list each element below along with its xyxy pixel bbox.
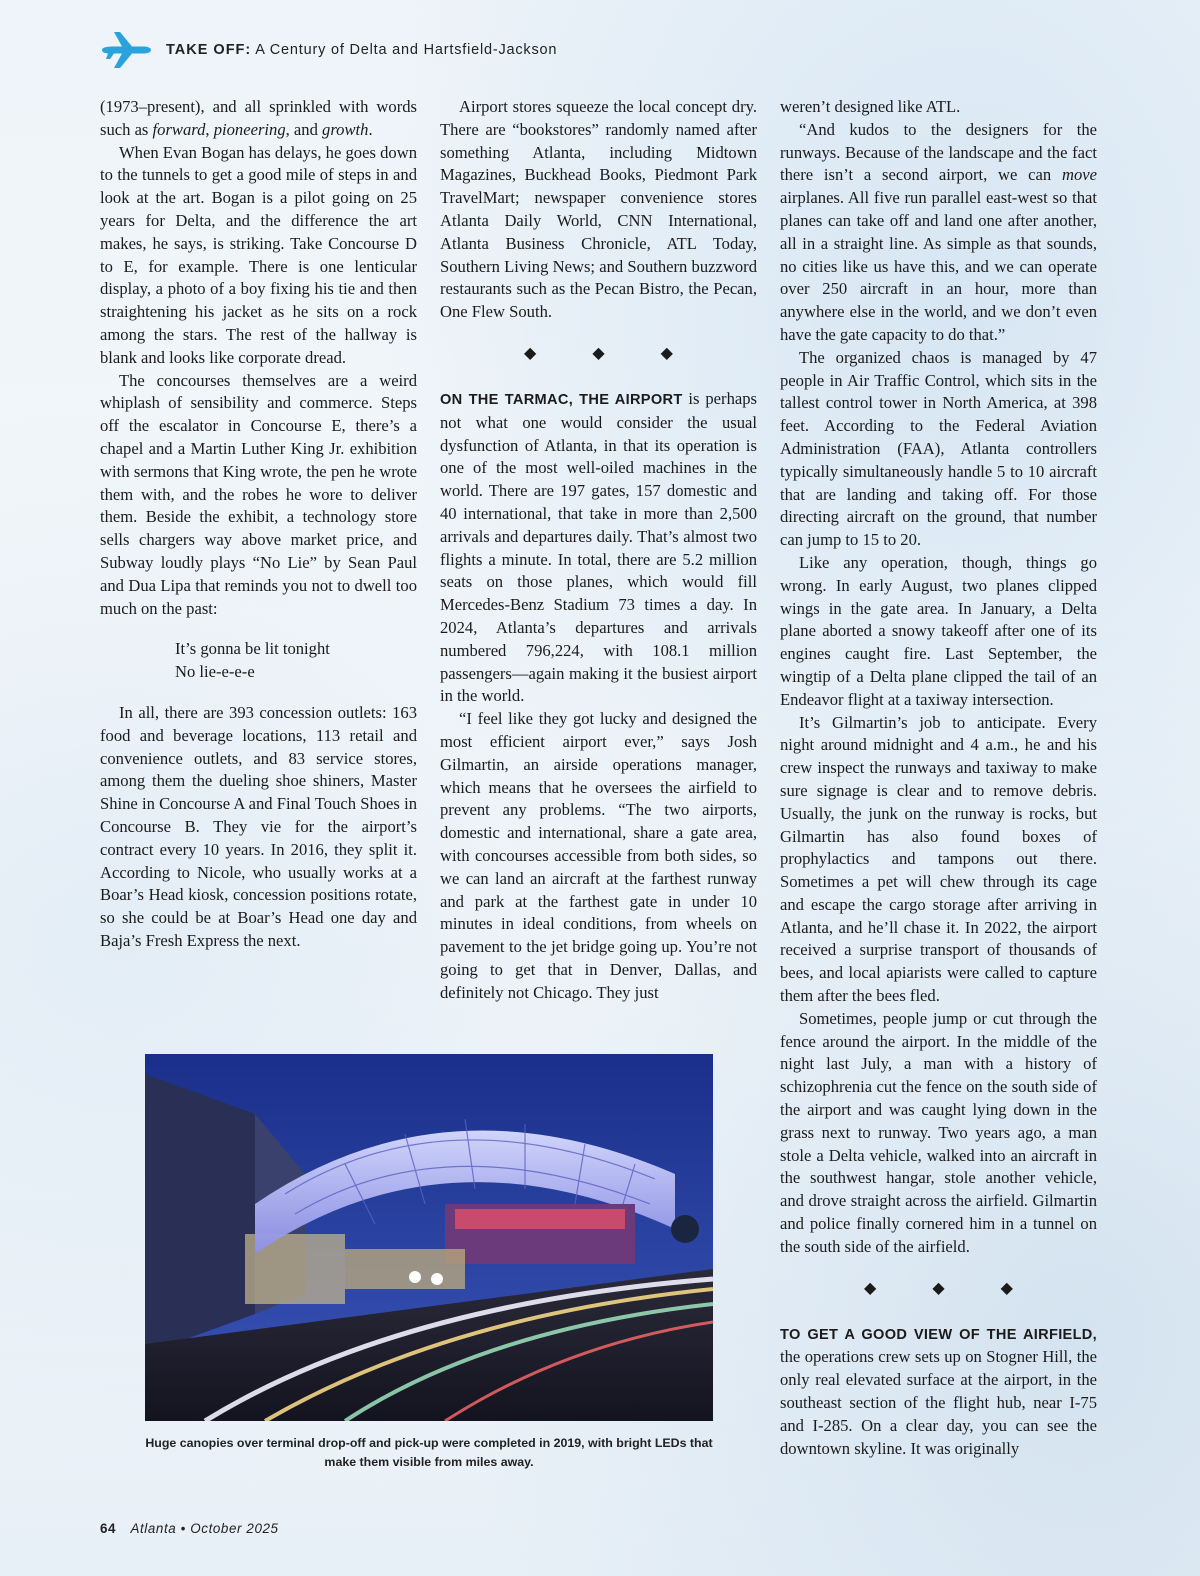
page-footer: [100, 1521, 279, 1536]
col2-paragraph-2: [440, 388, 757, 708]
canopy-illustration: [145, 1054, 713, 1421]
airplane-icon: [100, 30, 152, 70]
publication-line: Atlanta • October 2025: [130, 1521, 279, 1536]
lyrics-quote: [175, 638, 417, 684]
header-kicker: TAKE OFF:: [166, 42, 252, 58]
section-lead-in: TO GET A GOOD VIEW OF THE AIRFIELD,: [780, 1326, 1097, 1343]
section-divider: ◆ ◆ ◆: [864, 1279, 1039, 1297]
col3-paragraph-1: weren’t designed like ATL.: [780, 97, 961, 116]
col3-paragraph-6: Sometimes, people jump or cut through the fence around the airport. In the middle of the night last July, a man with a history of schizophrenia cut the fence on the south side of the airport and was caught lying down in the grass next to runway. Two years ago, a man stole a Delta vehicle, walked into an aircraft in the southwest hangar, stole another vehicle, and drove straight across the airfield. Gilmartin and police finally cornered him in a tunnel on the south side of the airfield.: [780, 1008, 1097, 1256]
header-title: A Century of Delta and Hartsfield-Jackson: [255, 42, 558, 58]
column-2: [440, 96, 757, 1004]
running-header: [100, 30, 557, 70]
emphasis: pioneering: [213, 119, 286, 139]
col1-paragraph-3: The concourses themselves are a weird whiplash of sensibility and commerce. Steps off the escalator in Concourse E, there’s a chapel and a Martin Luther King Jr. exhibition with sermons that King wrote, the pen he wrote them with, and the robes he wore to deliver them. Beside the exhibit, a technology store sells chargers way above market price, and Subway loudly plays “No Lie” by Sean Paul and Dua Lipa that reminds you not to dwell too much on the past:: [100, 370, 417, 618]
col2-paragraph-3: “I feel like they got lucky and designed the most efficient airport ever,” says Josh Gilmartin, an airside operations manager, which means that he oversees the airfield to prevent any problems. “The two airports, domestic and international, share a gate area, with concourses accessible from both sides, so we can land an aircraft at the farthest runway and park at the farthest gate in under 10 minutes in ideal conditions, from wheels on pavement to the jet bridge going up. You’re not going to get that in Denver, Dallas, and definitely not Chicago. They just: [440, 709, 757, 1002]
emphasis: forward: [152, 119, 206, 139]
col1-paragraph-1: [100, 96, 417, 142]
header-text: [166, 42, 557, 58]
text-run: airplanes. All five run parallel east-west so that planes can take off and land one after another, all in a straight line. As simple as that sounds, no cities like us have this, and we can operate over 250 aircraft in an hour, more than anywhere else in the world, and we don’t even have the gate capacity to do that.”: [780, 188, 1097, 344]
text-run: “And kudos to the designers for the runways. Because of the landscape and the fact there isn’t a second airport, we can: [780, 119, 1097, 185]
terminal-canopy-photo: [145, 1054, 713, 1421]
text-run: (1973–present), and all sprinkled with words such as: [100, 97, 417, 139]
section-divider: ◆ ◆ ◆: [524, 344, 699, 362]
col3-paragraph-4: Like any operation, though, things go wrong. In early August, two planes clipped wings in the gate area. In January, a Delta plane aborted a snowy takeoff after one of its engines caught fire. Last September, the wingtip of a Delta plane clipped the tail of an Endeavor flight at a taxiway intersection.: [780, 552, 1097, 709]
lyric-line-1: It’s gonna be lit tonight: [175, 639, 330, 659]
col1-paragraph-4: In all, there are 393 concession outlets: 163 food and beverage locations, 113 retail and convenience outlets, and 83 service stores, among them the dueling shoe shiners, Master Shine in Concourse A and Final Touch Shoes in Concourse B. They vie for the airport’s contract every 10 years. In 2016, they split it. According to Nicole, who usually works at a Boar’s Head kiosk, concession positions rotate, so she could be at Boar’s Head one day and Baja’s Fresh Express the next.: [100, 702, 417, 950]
col3-paragraph-2: [780, 119, 1097, 347]
lyric-line-2: No lie-e-e-e: [175, 662, 255, 682]
text-run: .: [368, 119, 373, 139]
column-3: [780, 96, 1097, 1460]
photo-caption: Huge canopies over terminal drop-off and pick-up were completed in 2019, with bright LEDs that make them visible from miles away.: [145, 1436, 713, 1469]
col1-paragraph-2: When Evan Bogan has delays, he goes down to the tunnels to get a good mile of steps in and look at the art. Bogan is a pilot going on 25 years for Delta, and the difference the art makes, he says, is striking. Take Concourse D to E, for example. There is one lenticular display, a photo of a boy fixing his tie and then straightening his jacket as he sits on a rock among the stars. The rest of the hallway is blank and looks like corporate dread.: [100, 142, 417, 367]
col2-paragraph-1: Airport stores squeeze the local concept dry. There are “bookstores” randomly named after something Atlanta, including Midtown Magazines, Buckhead Books, Piedmont Park TravelMart; newspaper convenience stores Atlanta Daily World, CNN International, Atlanta Business Chronicle, ATL Today, Southern Living News; and Southern buzzword restaurants such as the Pecan Bistro, the Pecan, One Flew South.: [440, 97, 757, 322]
section-lead-in: ON THE TARMAC, THE AIRPORT: [440, 391, 683, 408]
column-1: [100, 96, 417, 953]
text-run: the operations crew sets up on Stogner Hill, the only real elevated surface at the airport, in the southeast section of the flight hub, near I-75 and I-285. On a clear day, you can see the downtown skyline. It was originally: [780, 1347, 1097, 1458]
text-run: is perhaps not what one would consider the usual dysfunction of Atlanta, in that its operation is one of the most well-oiled machines in the world. There are 197 gates, 157 domestic and 40 international, that take in more than 2,500 arrivals and departures daily. That’s almost two flights a minute. In total, there are 5.2 million seats on those planes, which would fill Mercedes-Benz Stadium 73 times a day. In 2024, Atlanta’s departures and arrivals numbered 796,224, with 108.1 million passengers—again making it the busiest airport in the world.: [440, 388, 757, 706]
emphasis: growth: [322, 119, 369, 139]
page-number: 64: [100, 1521, 117, 1536]
col3-paragraph-3: The organized chaos is managed by 47 people in Air Traffic Control, which sits in the tallest control tower in North America, at 398 feet. According to the Federal Aviation Administration (FAA), Atlanta controllers typically simultaneously handle 5 to 10 aircraft that are landing and taking off. For those directing aircraft on the ground, that number can jump to 15 to 20.: [780, 347, 1097, 550]
col3-paragraph-5: It’s Gilmartin’s job to anticipate. Every night around midnight and 4 a.m., he and his crew inspect the runways and taxiway to make sure signage is clear and to remove debris. Usually, the junk on the runway is rocks, but Gilmartin has also found boxes of prophylactics and tampons out there. Sometimes a pet will chew through its cage and escape the cargo storage after arriving in Atlanta, and he’ll chase it. In 2022, the airport received a surprise transport of thousands of bees, and local apiarists were called to capture them after the bees fled.: [780, 712, 1097, 1006]
col3-paragraph-7: [780, 1323, 1097, 1461]
text-run: , and: [285, 119, 323, 139]
emphasis: move: [1061, 165, 1097, 185]
text-run: ,: [205, 119, 214, 139]
